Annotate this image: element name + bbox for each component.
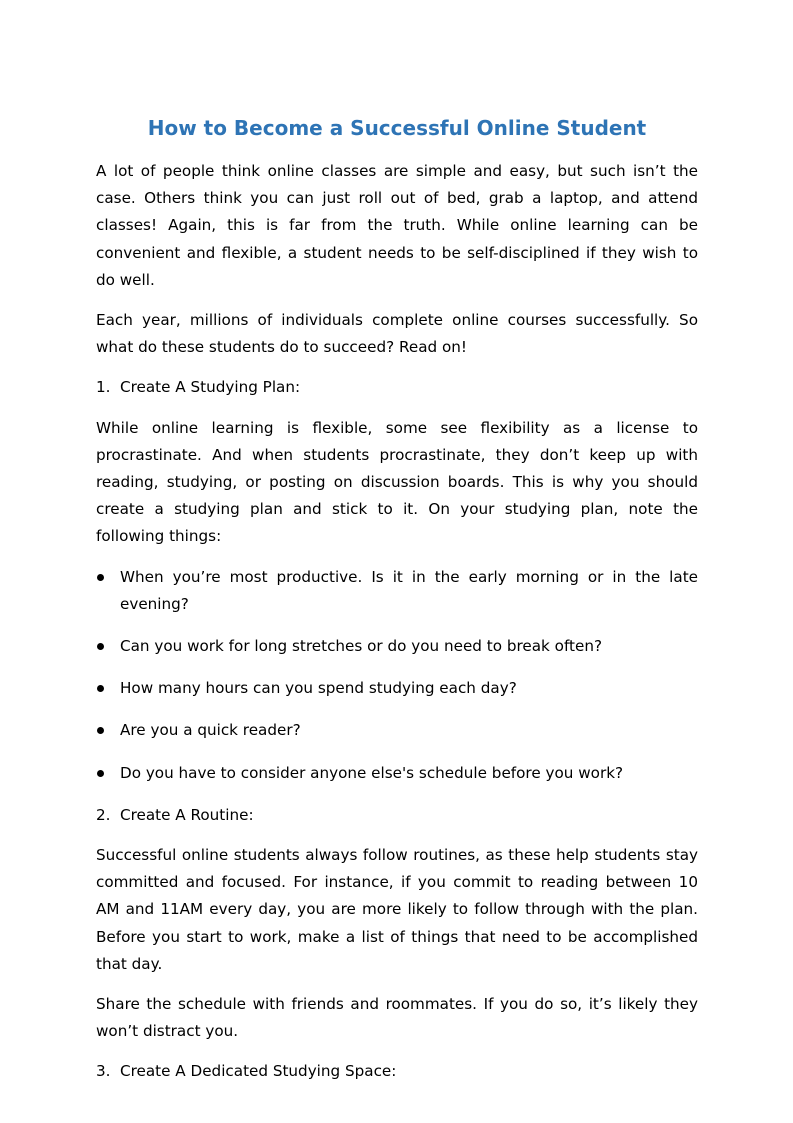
bullet-icon [96,564,120,618]
section-2-title: Create A Routine: [120,805,254,824]
section-1-title: Create A Studying Plan: [120,378,301,397]
list-item-text: When you’re most productive. Is it in the early morning or in the late evening? [120,567,698,613]
section-2-paragraph-1: Successful online students always follow routines, as these help students stay committed and focused. For instance, if you commit to reading between 10 AM and 11AM every day, you are more likely to follow through with the plan. Before you start to work, make a list of things that need to be accomplished that day. [96,846,698,973]
section-2-heading [96,802,698,829]
list-item-text: How many hours can you spend studying each day? [120,679,517,698]
list-item [96,717,698,744]
list-item-text: Are you a quick reader? [120,721,301,740]
list-item-text: Do you have to consider anyone else's schedule before you work? [120,763,624,782]
list-item [96,760,698,787]
section-2-paragraph-2: Share the schedule with friends and roommates. If you do so, it’s likely they won’t distract you. [96,995,698,1041]
bullet-icon [96,675,120,702]
intro-paragraph-2: Each year, millions of individuals complete online courses successfully. So what do these students do to succeed? Read on! [96,311,698,357]
section-2-number: 2. [96,805,111,824]
section-3-title: Create A Dedicated Studying Space: [120,1062,397,1081]
list-item [96,675,698,702]
section-3-heading [96,1058,698,1085]
bullet-icon [96,717,120,744]
list-item [96,633,698,660]
list-item-text: Can you work for long stretches or do you need to break often? [120,637,603,656]
bullet-icon [96,633,120,660]
bullet-icon [96,760,120,787]
section-3-number: 3. [96,1062,111,1081]
list-item [96,564,698,618]
document-body [96,158,698,1099]
section-1-paragraph: While online learning is flexible, some see flexibility as a license to procrastinate. And when students procrastinate, they don’t keep up with reading, studying, or posting on discussion boards. This is why you should create a studying plan and stick to it. On your studying plan, note the following things: [96,418,698,546]
page-title: How to Become a Successful Online Student [147,116,647,140]
section-1-bullet-list [96,564,698,787]
section-1-number: 1. [96,378,111,397]
intro-paragraph-1: A lot of people think online classes are simple and easy, but such isn’t the case. Others think you can just roll out of bed, grab a laptop, and attend classes! Again, this is far from the truth. While online learning can be convenient and flexible, a student needs to be self-disciplined if they wish to do well. [96,162,698,289]
section-1-heading [96,374,698,401]
